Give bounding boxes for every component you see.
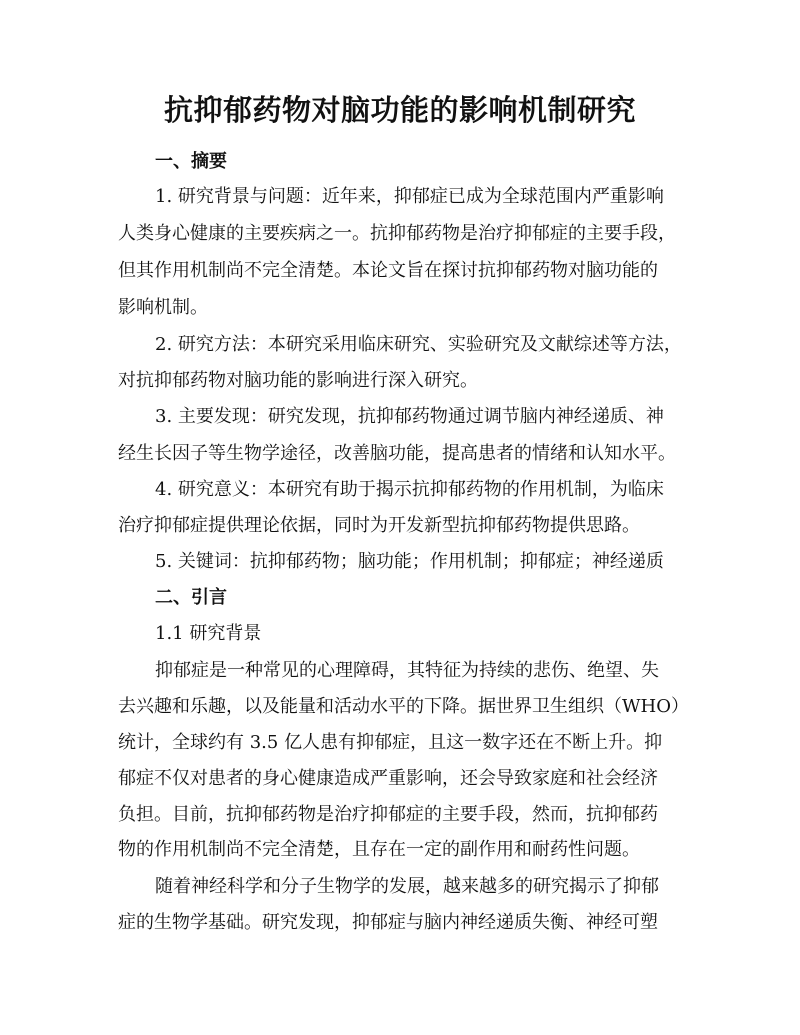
- document-title: 抗抑郁药物对脑功能的影响机制研究: [163, 93, 636, 127]
- text-line: 去兴趣和乐趣，以及能量和活动水平的下降。据世界卫生组织（WHO）: [118, 696, 689, 717]
- text-line: 郁症不仅对患者的身心健康造成严重影响，还会导致家庭和社会经济: [118, 768, 658, 789]
- text-line: 影响机制。: [118, 297, 208, 318]
- text-line: 对抗抑郁药物对脑功能的影响进行深入研究。: [118, 370, 478, 391]
- text-line: 抑郁症是一种常见的心理障碍，其特征为持续的悲伤、绝望、失: [155, 660, 659, 681]
- text-line: 统计，全球约有 3.5 亿人患有抑郁症，且这一数字还在不断上升。抑: [118, 732, 663, 753]
- text-line: 负担。目前，抗抑郁药物是治疗抑郁症的主要手段，然而，抗抑郁药: [118, 804, 658, 825]
- section-heading-introduction: 二、引言: [155, 587, 227, 608]
- section-heading-abstract: 一、摘要: [155, 151, 227, 172]
- text-line: 症的生物学基础。研究发现，抑郁症与脑内神经递质失衡、神经可塑: [118, 912, 658, 933]
- text-line: 5. 关键词：抗抑郁药物；脑功能；作用机制；抑郁症；神经递质: [155, 551, 664, 572]
- text-line: 4. 研究意义：本研究有助于揭示抗抑郁药物的作用机制，为临床: [155, 479, 664, 500]
- text-line: 但其作用机制尚不完全清楚。本论文旨在探讨抗抑郁药物对脑功能的: [118, 260, 658, 281]
- text-line: 2. 研究方法：本研究采用临床研究、实验研究及文献综述等方法，: [155, 334, 682, 355]
- text-line: 随着神经科学和分子生物学的发展，越来越多的研究揭示了抑郁: [155, 876, 659, 897]
- subsection-heading: 1.1 研究背景: [155, 623, 262, 644]
- text-line: 1. 研究背景与问题：近年来，抑郁症已成为全球范围内严重影响: [155, 186, 664, 207]
- text-line: 治疗抑郁症提供理论依据，同时为开发新型抗抑郁药物提供思路。: [118, 515, 640, 536]
- text-line: 人类身心健康的主要疾病之一。抗抑郁药物是治疗抑郁症的主要手段，: [118, 223, 676, 244]
- text-line: 物的作用机制尚不完全清楚，且存在一定的副作用和耐药性问题。: [118, 839, 640, 860]
- text-line: 经生长因子等生物学途径，改善脑功能，提高患者的情绪和认知水平。: [118, 443, 676, 464]
- text-line: 3. 主要发现：研究发现，抗抑郁药物通过调节脑内神经递质、神: [155, 406, 664, 427]
